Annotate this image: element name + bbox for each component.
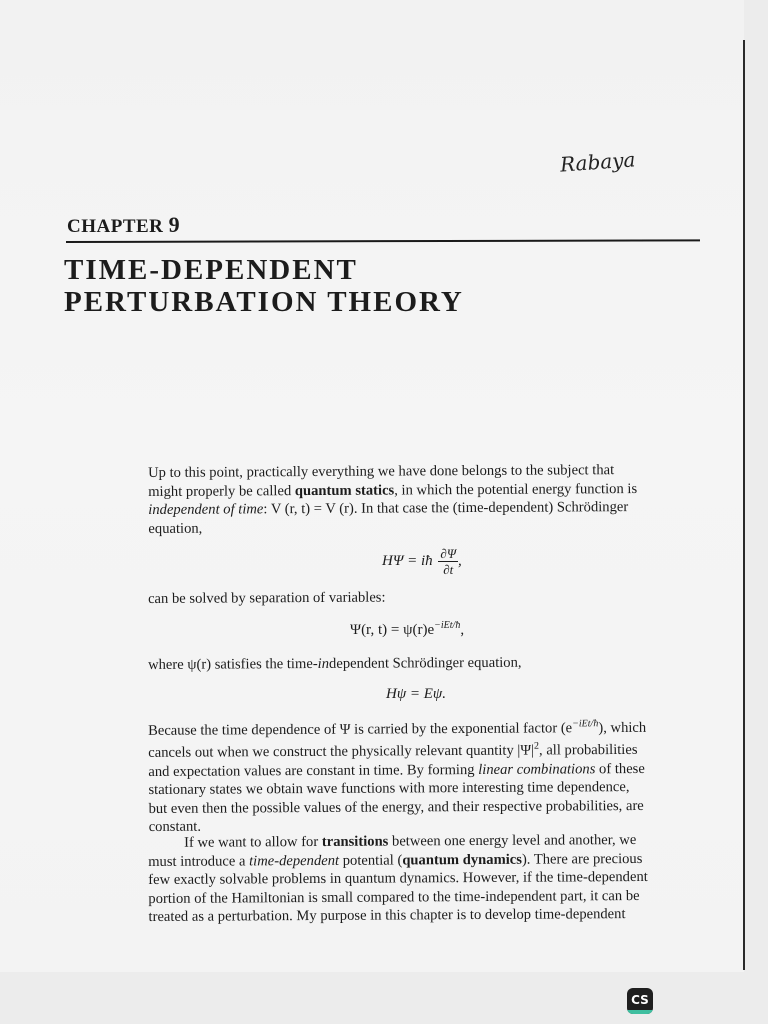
p2-line-6: constant. [148,818,202,836]
paragraph-2 [148,715,705,837]
chapter-title [64,254,464,318]
eq2-exponent: −iEt/ħ [434,620,461,631]
separation-text: can be solved by separation of variables: [148,589,386,607]
chapter-label [67,212,180,238]
term-independent-of-time: independent of time [148,501,264,518]
text-where [148,653,704,675]
eq1-numerator: ∂Ψ [440,546,456,561]
title-line-2: PERTURBATION THEORY [64,286,464,318]
paragraph-1 [148,461,704,538]
p3-line-3: few exactly solvable problems in quantum dynamics. However, if the time-dependent [148,868,648,888]
p2-sup: 2 [533,740,540,753]
term-time-dependent: time-dependent [249,852,340,869]
eq1-denominator: ∂t [443,562,454,577]
eq2-main: Ψ(r, t) = ψ(r)e [350,622,435,638]
equation-time-independent [386,686,446,703]
eq3-text: Hψ = Eψ. [386,686,446,702]
camscanner-badge-icon [627,988,653,1014]
p3-line-5: treated as a perturbation. My purpose in this chapter is to develop time-dependent [148,906,626,925]
chapter-number: 9 [168,212,181,237]
term-quantum-dynamics: quantum dynamics [402,851,522,868]
p3-line-4: portion of the Hamiltonian is small compared to the time-independent part, it can be [148,887,640,907]
p2-line-1b: ), which [598,719,647,737]
term-transitions: transitions [321,833,389,850]
badge-accent-bar [627,1010,653,1014]
p3-line-2e: ). There are precious [521,850,643,868]
term-linear-combinations: linear combinations [478,760,596,778]
p2-line-3c: of these [595,760,645,777]
title-line-1: TIME-DEPENDENT [64,254,358,286]
p2-line-1a: Because the time dependence of Ψ is carried by the exponential factor (e [148,720,573,739]
term-quantum-statics: quantum statics [294,481,395,499]
p2-line-2b: , all probabilities [538,742,638,759]
eq1-lhs: HΨ = iħ [382,552,433,569]
p1-line-2a: might properly be called [148,482,295,500]
equation-separation [350,620,464,639]
p2-line-3a: and expectation values are constant in time. By forming [148,761,479,780]
p3-line-2a: must introduce a [148,852,250,870]
handwritten-signature: Rabaya [559,147,637,177]
p3-line-1a: If we want to allow for [184,833,322,851]
p3-line-1c: between one energy level and another, we [388,832,637,850]
where-c: dependent Schrödinger equation, [328,654,522,672]
where-in: in [317,655,330,672]
p3-line-2c: potential ( [339,851,403,869]
p1-line-4: equation, [148,520,203,537]
p2-line-2a: cancels out when we construct the physically relevant quantity |Ψ| [148,742,535,762]
eq2-tail: , [460,622,465,638]
badge-text: CS [631,993,649,1007]
p2-line-5: but even then the possible values of the energy, and their respective probabilities, are [148,797,644,817]
p2-line-4: stationary states we obtain wave functions with more interesting time dependence, [148,779,630,799]
eq1-tail: , [458,552,462,569]
page-edge [743,40,745,970]
p1-line-2c: , in which the potential energy function is [394,480,638,498]
p2-exponent: −iEt/ħ [572,718,599,730]
p1-line-3b: : V (r, t) = V (r). In that case the (time-dependent) Schrödinger [263,499,629,518]
chapter-word: CHAPTER [67,216,164,237]
equation-schrodinger [382,546,462,577]
text-separation [148,587,704,609]
eq1-fraction [438,546,458,577]
p1-line-1: Up to this point, practically everything we have done belongs to the subject that [148,462,615,481]
where-a: where ψ(r) satisfies the time- [148,655,318,673]
paragraph-3 [148,831,705,927]
